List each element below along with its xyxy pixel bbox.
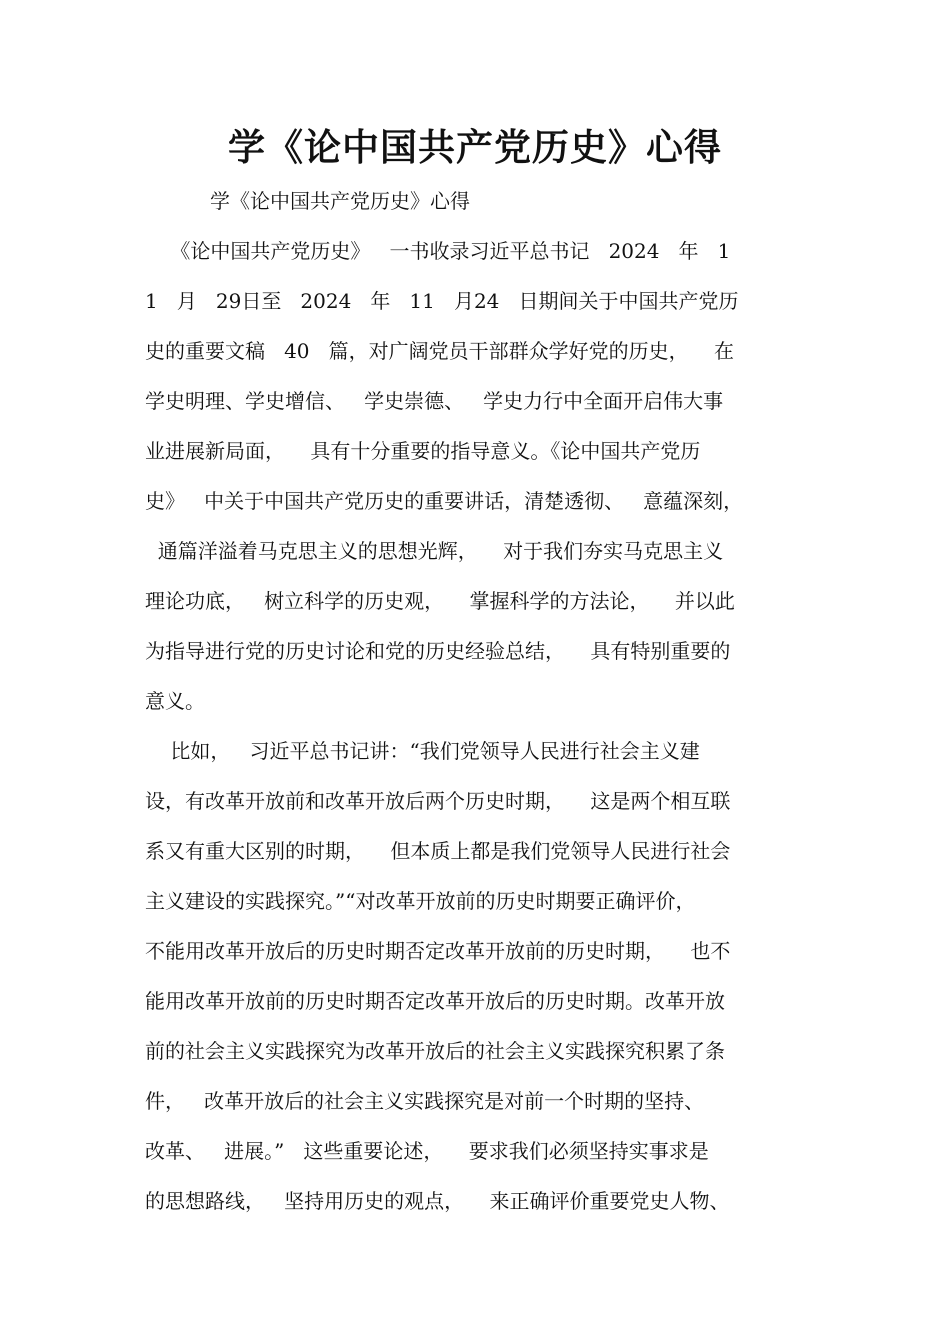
text-line: 的思想路线， 坚持用历史的观点， 来正确评价重要党史人物、 [145, 1189, 730, 1213]
text-line: 不能用改革开放后的历史时期否定改革开放前的历史时期， 也不 [145, 939, 731, 963]
document-title: 学《论中国共产党历史》心得 [228, 126, 722, 169]
text-line: 史的重要文稿 40 篇，对广阔党员干部群众学好党的历史， 在 [145, 339, 735, 363]
text-line: 改革、 进展。” 这些重要论述， 要求我们必须坚持实事求是 [145, 1139, 709, 1163]
document-subtitle: 学《论中国共产党历史》心得 [210, 189, 470, 213]
document-body [145, 226, 825, 1226]
text-line: 意义。 [145, 689, 205, 713]
text-line: 前的社会主义实践探究为改革开放后的社会主义实践探究积累了条 [145, 1039, 725, 1063]
text-line: 业进展新局面， 具有十分重要的指导意义。《论中国共产党历 [145, 439, 701, 463]
text-line: 能用改革开放前的历史时期否定改革开放后的历史时期。改革开放 [145, 989, 725, 1013]
text-line: 《论中国共产党历史》 一书收录习近平总书记 2024 年 1 [145, 239, 731, 263]
text-line: 设，有改革开放前和改革开放后两个历史时期， 这是两个相互联 [145, 789, 731, 813]
text-line: 件， 改革开放后的社会主义实践探究是对前一个时期的坚持、 [145, 1089, 705, 1113]
text-line: 为指导进行党的历史讨论和党的历史经验总结， 具有特别重要的 [145, 639, 731, 663]
text-line: 理论功底， 树立科学的历史观， 掌握科学的方法论， 并以此 [145, 589, 735, 613]
text-line: 比如， 习近平总书记讲：“我们党领导人民进行社会主义建 [145, 739, 700, 763]
text-line: 学史明理、学史增信、 学史崇德、 学史力行中全面开启伟大事 [145, 389, 724, 413]
text-line: 史》 中关于中国共产党历史的重要讲话，清楚透彻、 意蕴深刻， [145, 489, 744, 513]
text-line: 通篇洋溢着马克思主义的思想光辉， 对于我们夯实马克思主义 [145, 539, 724, 563]
text-line: 1 月 29日至 2024 年 11 月24 日期间关于中国共产党历 [145, 289, 739, 313]
text-line: 主义建设的实践探究。”“对改革开放前的历史时期要正确评价， [145, 889, 696, 913]
text-line: 系又有重大区别的时期， 但本质上都是我们党领导人民进行社会 [145, 839, 731, 863]
